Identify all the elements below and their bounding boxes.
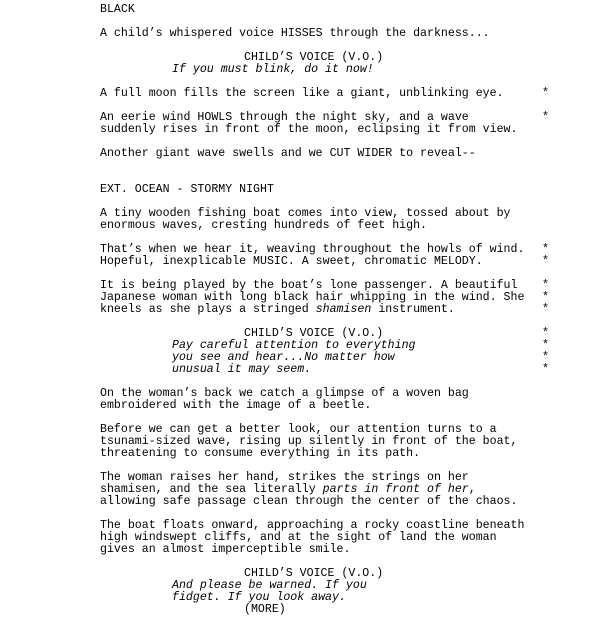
action-line: On the woman’s back we catch a glimpse of a woven bag: [100, 387, 469, 400]
action-line: Before we can get a better look, our attention turns to a: [100, 423, 497, 436]
revision-mark: *: [542, 279, 549, 292]
action-line: It is being played by the boat’s lone passenger. A beautiful: [100, 279, 518, 292]
action-line: enormous waves, cresting hundreds of feet high.: [100, 219, 427, 232]
action-line: The woman raises her hand, strikes the strings on her: [100, 471, 469, 484]
dialogue-line: Pay careful attention to everything: [172, 339, 416, 352]
action-line: gives an almost imperceptible smile.: [100, 543, 351, 556]
action-line: suddenly rises in front of the moon, eclipsing it from view.: [100, 123, 518, 136]
action-line: shamisen, and the sea literally parts in front of her,: [100, 483, 476, 496]
action-line: tsunami-sized wave, rising up silently in front of the boat,: [100, 435, 518, 448]
revision-mark: *: [542, 291, 549, 304]
revision-mark: *: [542, 327, 549, 340]
revision-mark: *: [542, 255, 549, 268]
action-line: A child’s whispered voice HISSES through the darkness...: [100, 27, 490, 40]
action-line: An eerie wind HOWLS through the night sky, and a wave: [100, 111, 469, 124]
action-line: Japanese woman with long black hair whipping in the wind. She: [100, 291, 525, 304]
action-line: embroidered with the image of a beetle.: [100, 399, 372, 412]
scene-transition: BLACK: [100, 3, 135, 16]
action-line: The boat floats onward, approaching a rocky coastline beneath: [100, 519, 525, 532]
character-cue: CHILD’S VOICE (V.O.): [244, 327, 384, 340]
revision-mark: *: [542, 303, 549, 316]
action-line: A full moon fills the screen like a giant, unblinking eye.: [100, 87, 504, 100]
revision-mark: *: [542, 351, 549, 364]
dialogue-line: fidget. If you look away.: [172, 591, 346, 604]
action-line: allowing safe passage clean through the center of the chaos.: [100, 495, 518, 508]
action-line: threatening to consume everything in its path.: [100, 447, 421, 460]
action-line: Hopeful, inexplicable MUSIC. A sweet, chromatic MELODY.: [100, 255, 483, 268]
dialogue-line: If you must blink, do it now!: [172, 63, 374, 76]
action-line: That’s when we hear it, weaving throughout the howls of wind.: [100, 243, 525, 256]
character-cue: CHILD’S VOICE (V.O.): [244, 567, 384, 580]
character-cue: CHILD’S VOICE (V.O.): [244, 51, 384, 64]
more-continuation: (MORE): [244, 603, 286, 616]
action-line: kneels as she plays a stringed shamisen instrument.: [100, 303, 455, 316]
scene-heading: EXT. OCEAN - STORMY NIGHT: [100, 183, 274, 196]
revision-mark: *: [542, 111, 549, 124]
revision-mark: *: [542, 87, 549, 100]
action-line: Another giant wave swells and we CUT WIDER to reveal--: [100, 147, 476, 160]
dialogue-line: And please be warned. If you: [172, 579, 367, 592]
revision-mark: *: [542, 243, 549, 256]
dialogue-line: you see and hear...No matter how: [172, 351, 395, 364]
revision-mark: *: [542, 363, 549, 376]
action-line: high windswept cliffs, and at the sight of land the woman: [100, 531, 497, 544]
dialogue-line: unusual it may seem.: [172, 363, 312, 376]
action-line: A tiny wooden fishing boat comes into view, tossed about by: [100, 207, 511, 220]
revision-mark: *: [542, 339, 549, 352]
